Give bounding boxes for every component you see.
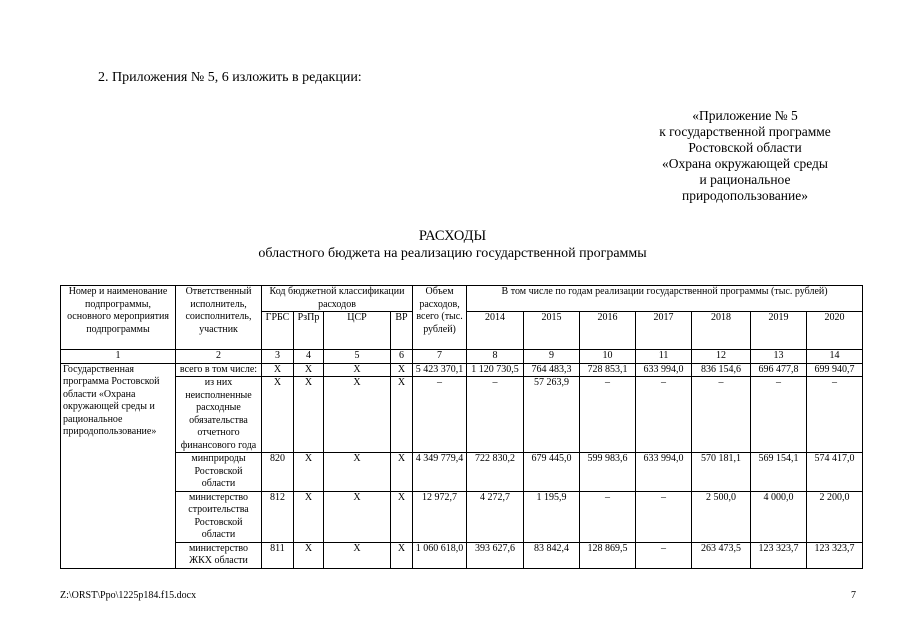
- year-value-cell: –: [467, 377, 524, 453]
- rzpr-cell: Х: [294, 491, 324, 542]
- header-budget-code: Код бюджетной классификации расходов: [262, 286, 413, 312]
- vr-cell: Х: [391, 542, 413, 568]
- table-row: [61, 363, 863, 377]
- table-row: [61, 542, 863, 568]
- header-year: 2015: [524, 312, 580, 350]
- total-cell: 12 972,7: [413, 491, 467, 542]
- year-value-cell: 722 830,2: [467, 453, 524, 492]
- table-row: [61, 491, 863, 542]
- year-value-cell: 599 983,6: [580, 453, 636, 492]
- header-rzpr: РзПр: [294, 312, 324, 350]
- column-number: 13: [751, 350, 807, 364]
- budget-table: [60, 285, 863, 569]
- csr-cell: Х: [324, 377, 391, 453]
- year-value-cell: 2 200,0: [807, 491, 863, 542]
- column-number: 5: [324, 350, 391, 364]
- header-name: Номер и наименование подпрограммы, основного мероприятия подпрограммы: [61, 286, 176, 350]
- year-value-cell: 128 869,5: [580, 542, 636, 568]
- rzpr-cell: Х: [294, 453, 324, 492]
- year-value-cell: 263 473,5: [692, 542, 751, 568]
- column-number: 14: [807, 350, 863, 364]
- header-years-group: В том числе по годам реализации государственной программы (тыс. рублей): [467, 286, 863, 312]
- year-value-cell: 57 263,9: [524, 377, 580, 453]
- column-number: 11: [636, 350, 692, 364]
- year-value-cell: 569 154,1: [751, 453, 807, 492]
- appendix-line: к государственной программе: [659, 124, 831, 139]
- year-value-cell: 4 272,7: [467, 491, 524, 542]
- header-year: 2019: [751, 312, 807, 350]
- year-value-cell: –: [636, 542, 692, 568]
- year-value-cell: –: [751, 377, 807, 453]
- appendix-line: природопользование»: [681, 188, 808, 203]
- year-value-cell: 574 417,0: [807, 453, 863, 492]
- year-value-cell: 728 853,1: [580, 363, 636, 377]
- document-title: РАСХОДЫ: [418, 228, 487, 244]
- column-number: 2: [176, 350, 262, 364]
- year-value-cell: 570 181,1: [692, 453, 751, 492]
- year-value-cell: –: [580, 491, 636, 542]
- header-csr: ЦСР: [324, 312, 391, 350]
- header-year: 2017: [636, 312, 692, 350]
- vr-cell: Х: [391, 453, 413, 492]
- year-value-cell: 4 000,0: [751, 491, 807, 542]
- header-year: 2014: [467, 312, 524, 350]
- appendix-header: [620, 108, 870, 204]
- year-value-cell: 2 500,0: [692, 491, 751, 542]
- executor-cell: из них неисполненные расходные обязательства отчетного финансового года: [176, 377, 262, 453]
- year-value-cell: 1 195,9: [524, 491, 580, 542]
- year-value-cell: 836 154,6: [692, 363, 751, 377]
- column-number: 4: [294, 350, 324, 364]
- appendix-line: «Приложение № 5: [692, 108, 798, 123]
- grbs-cell: Х: [262, 377, 294, 453]
- year-value-cell: 679 445,0: [524, 453, 580, 492]
- grbs-cell: Х: [262, 363, 294, 377]
- year-value-cell: 633 994,0: [636, 453, 692, 492]
- column-number: 6: [391, 350, 413, 364]
- csr-cell: Х: [324, 363, 391, 377]
- document-subtitle: областного бюджета на реализацию государственной программы: [258, 246, 647, 261]
- column-number: 1: [61, 350, 176, 364]
- appendix-line: и рациональное: [699, 172, 791, 187]
- year-value-cell: 764 483,3: [524, 363, 580, 377]
- year-value-cell: 83 842,4: [524, 542, 580, 568]
- total-cell: 4 349 779,4: [413, 453, 467, 492]
- csr-cell: Х: [324, 491, 391, 542]
- rzpr-cell: Х: [294, 363, 324, 377]
- table-row: [61, 453, 863, 492]
- year-value-cell: –: [636, 377, 692, 453]
- executor-cell: министерство ЖКХ области: [176, 542, 262, 568]
- year-value-cell: 633 994,0: [636, 363, 692, 377]
- column-number: 9: [524, 350, 580, 364]
- table-row: [61, 377, 863, 453]
- grbs-cell: 812: [262, 491, 294, 542]
- year-value-cell: 699 940,7: [807, 363, 863, 377]
- vr-cell: Х: [391, 491, 413, 542]
- executor-cell: министерство строительства Ростовской области: [176, 491, 262, 542]
- csr-cell: Х: [324, 453, 391, 492]
- year-value-cell: 1 120 730,5: [467, 363, 524, 377]
- year-value-cell: –: [807, 377, 863, 453]
- page-number: 7: [851, 590, 856, 601]
- header-vr: ВР: [391, 312, 413, 350]
- csr-cell: Х: [324, 542, 391, 568]
- column-number: 8: [467, 350, 524, 364]
- total-cell: 5 423 370,1: [413, 363, 467, 377]
- year-value-cell: 123 323,7: [751, 542, 807, 568]
- rzpr-cell: Х: [294, 542, 324, 568]
- rzpr-cell: Х: [294, 377, 324, 453]
- column-number: 7: [413, 350, 467, 364]
- year-value-cell: 393 627,6: [467, 542, 524, 568]
- total-cell: 1 060 618,0: [413, 542, 467, 568]
- footer-file-path: Z:\ORST\Ppo\1225p184.f15.docx: [60, 590, 197, 601]
- header-year: 2016: [580, 312, 636, 350]
- column-number-row: [61, 350, 863, 364]
- column-number: 10: [580, 350, 636, 364]
- header-year: 2018: [692, 312, 751, 350]
- appendix-line: Ростовской области: [688, 140, 802, 155]
- total-cell: –: [413, 377, 467, 453]
- executor-cell: минприроды Ростовской области: [176, 453, 262, 492]
- intro-paragraph: 2. Приложения № 5, 6 изложить в редакции:: [98, 70, 362, 85]
- program-name-cell: Государственная программа Ростовской области «Охрана окружающей среды и рациональное природопользование»: [61, 363, 176, 568]
- column-number: 3: [262, 350, 294, 364]
- header-volume: Объем расходов, всего (тыс. рублей): [413, 286, 467, 350]
- executor-cell: всего в том числе:: [176, 363, 262, 377]
- grbs-cell: 811: [262, 542, 294, 568]
- year-value-cell: –: [636, 491, 692, 542]
- header-grbs: ГРБС: [262, 312, 294, 350]
- grbs-cell: 820: [262, 453, 294, 492]
- vr-cell: Х: [391, 363, 413, 377]
- header-year: 2020: [807, 312, 863, 350]
- appendix-line: «Охрана окружающей среды: [662, 156, 828, 171]
- year-value-cell: –: [580, 377, 636, 453]
- year-value-cell: –: [692, 377, 751, 453]
- year-value-cell: 123 323,7: [807, 542, 863, 568]
- year-value-cell: 696 477,8: [751, 363, 807, 377]
- vr-cell: Х: [391, 377, 413, 453]
- header-executor: Ответственный исполнитель, соисполнитель, участник: [176, 286, 262, 350]
- column-number: 12: [692, 350, 751, 364]
